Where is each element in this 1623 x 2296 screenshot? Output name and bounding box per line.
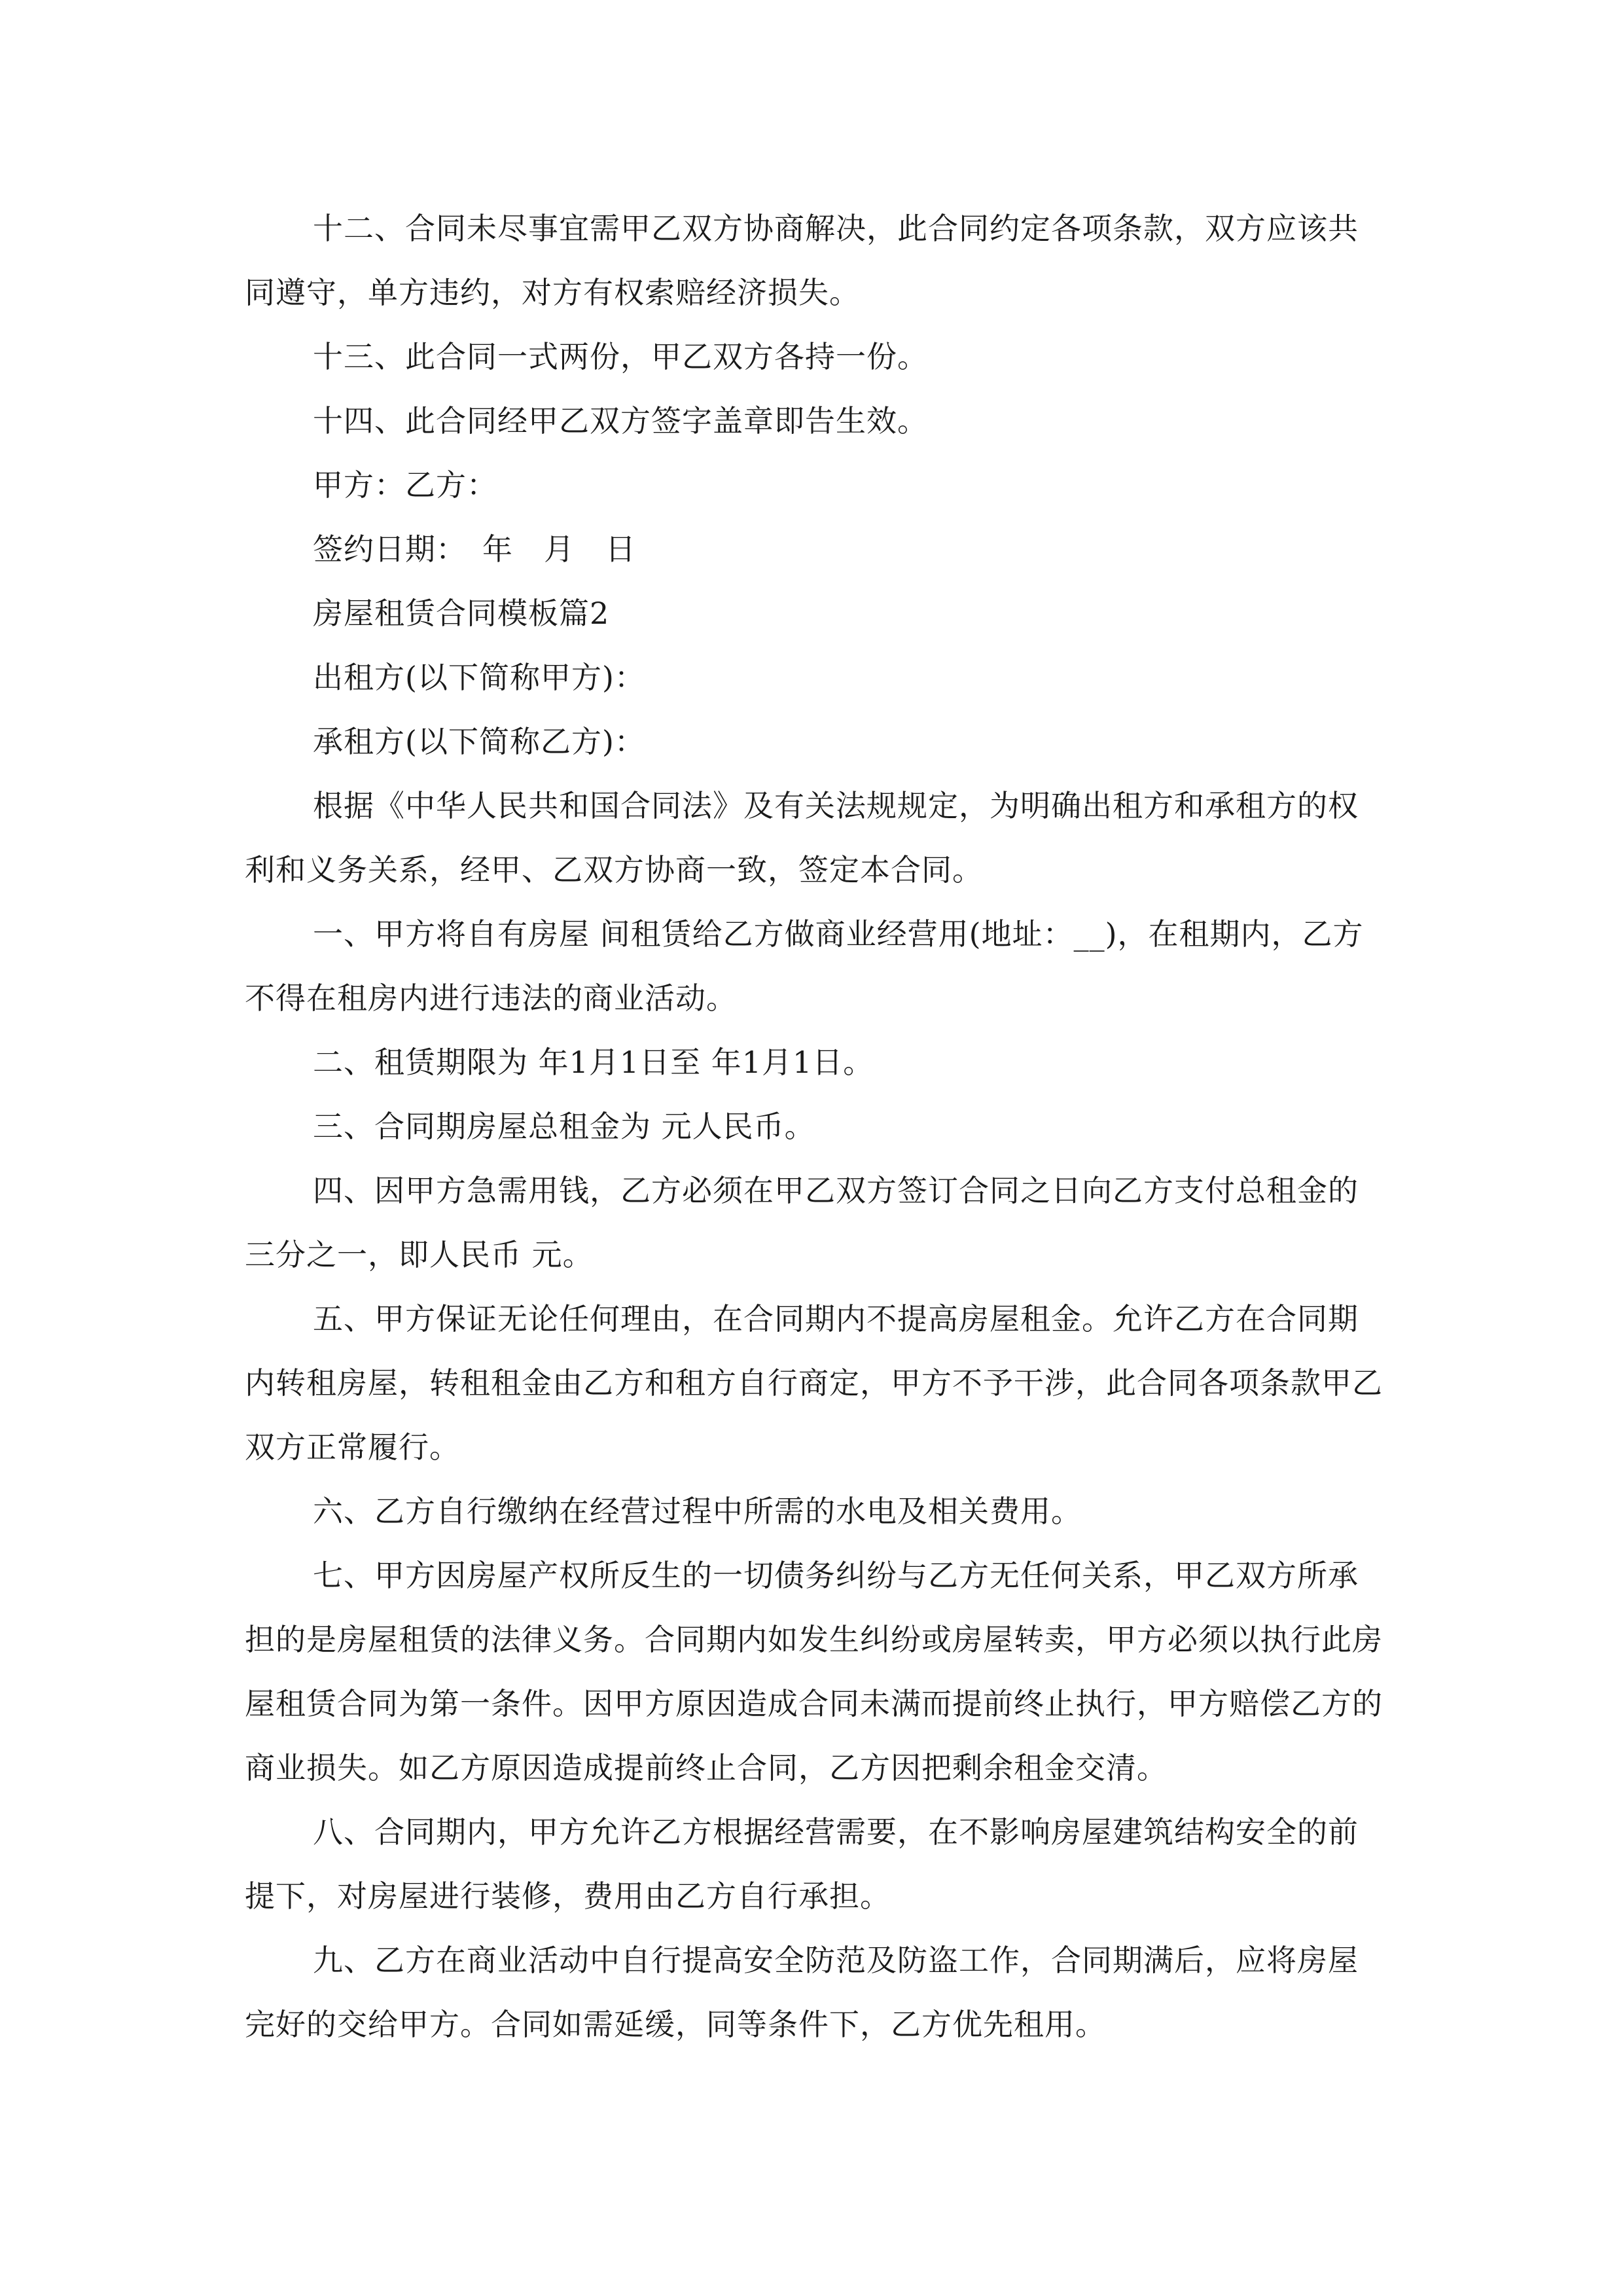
paragraph-clause-7: 七、甲方因房屋产权所反生的一切债务纠纷与乙方无任何关系，甲乙双方所承担的是房屋租赁的法律义务。合同期内如发生纠纷或房屋转卖，甲方必须以执行此房屋租赁合同为第一条件。因甲方原因造成合同未满而提前终止执行，甲方赔偿乙方的商业损失。如乙方原因造成提前终止合同，乙方因把剩余租金交清。 bbox=[245, 1558, 1383, 1785]
paragraph-clause-14: 十四、此合同经甲乙双方签字盖章即告生效。 bbox=[313, 403, 928, 439]
paragraph-clause-9: 九、乙方在商业活动中自行提高安全防范及防盗工作，合同期满后，应将房屋完好的交给甲方。合同如需延缓，同等条件下，乙方优先租用。 bbox=[245, 1943, 1359, 2042]
section-heading: 房屋租赁合同模板篇2 bbox=[313, 596, 610, 631]
lessee-line: 承租方(以下简称乙方)： bbox=[313, 724, 645, 759]
paragraph-preamble: 根据《中华人民共和国合同法》及有关法规规定，为明确出租方和承租方的权利和义务关系，经甲、乙双方协商一致，签定本合同。 bbox=[245, 788, 1359, 888]
paragraph-clause-4: 四、因甲方急需用钱，乙方必须在甲乙双方签订合同之日向乙方支付总租金的三分之一，即人民币 元。 bbox=[245, 1173, 1359, 1272]
paragraph-clause-1: 一、甲方将自有房屋 间租赁给乙方做商业经营用(地址：__)，在租期内，乙方不得在租房内进行违法的商业活动。 bbox=[245, 916, 1364, 1016]
paragraph-clause-5: 五、甲方保证无论任何理由，在合同期内不提高房屋租金。允许乙方在合同期内转租房屋，转租租金由乙方和租方自行商定，甲方不予干涉，此合同各项条款甲乙双方正常履行。 bbox=[245, 1301, 1383, 1465]
signature-parties-line: 甲方：乙方： bbox=[313, 467, 497, 503]
lessor-line: 出租方(以下简称甲方)： bbox=[313, 660, 645, 695]
paragraph-clause-8: 八、合同期内，甲方允许乙方根据经营需要，在不影响房屋建筑结构安全的前提下，对房屋进行装修，费用由乙方自行承担。 bbox=[245, 1814, 1359, 1914]
signing-date-line: 签约日期： 年 月 日 bbox=[313, 531, 636, 567]
paragraph-clause-12: 十二、合同未尽事宜需甲乙双方协商解决，此合同约定各项条款，双方应该共同遵守，单方违约，对方有权索赔经济损失。 bbox=[245, 211, 1359, 310]
paragraph-clause-3: 三、合同期房屋总租金为 元人民币。 bbox=[313, 1109, 815, 1144]
paragraph-clause-13: 十三、此合同一式两份，甲乙双方各持一份。 bbox=[313, 339, 928, 374]
paragraph-clause-6: 六、乙方自行缴纳在经营过程中所需的水电及相关费用。 bbox=[313, 1494, 1082, 1529]
paragraph-clause-2: 二、租赁期限为 年1月1日至 年1月1日。 bbox=[313, 1045, 874, 1080]
document-body bbox=[245, 196, 1383, 2056]
